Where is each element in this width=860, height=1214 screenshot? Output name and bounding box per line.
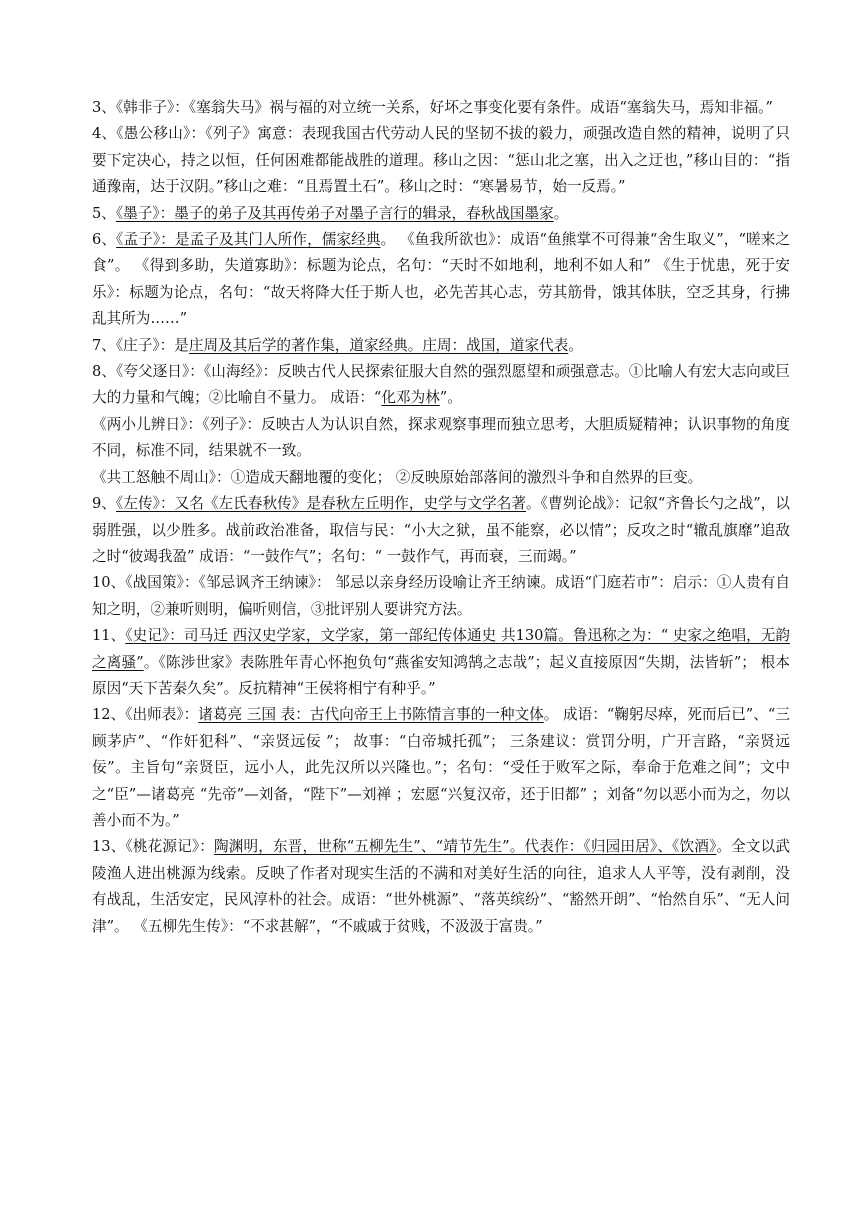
paragraph <box>92 359 790 412</box>
text-run: 。全文以武陵渔人进出桃源为线索。反映了作者对现实生活的不满和对美好生活的向往，追求人人平等，没有剥削，没有战乱，生活安定，民风淳朴的社会。成语：“世外桃源”、“落英缤纷”、“豁然开朗”、“怡然自乐”、“无人问津”。 《五柳先生传》：“不求甚解”，“不戚戚于贫贱，不汲汲于富贵。” <box>92 838 790 935</box>
text-run: 5、 <box>92 204 116 222</box>
text-run: 11、 <box>92 627 126 645</box>
text-run: 3、《韩非子》：《塞翁失马》祸与福的对立统一关系，好坏之事变化要有条件。成语“塞翁失马，焉知非福。” <box>92 99 773 116</box>
text-run: 13、《桃花源记》： <box>92 838 215 856</box>
paragraph <box>92 333 790 359</box>
underlined-text: 陶渊明，东晋，世称“五柳先生”、“靖节先生”。代表作：《归园田居》、《饮酒》 <box>214 838 717 856</box>
text-run: 。 <box>553 204 569 222</box>
text-run: 。《曹刿论战》：记叙“齐鲁长勺之战”，以弱胜强，以少胜多。战前政治准备，取信与民：“小大之狱，虽不能察，必以情”；反攻之时“辙乱旗靡”追敌之时“彼竭我盈” 成语：“一鼓作气”；名句：“ 一鼓作气，再而衰，三而竭。” <box>92 495 790 565</box>
underlined-text: 《墨子》：墨子的弟子及其再传弟子对墨子言行的辑录，春秋战国墨家 <box>115 204 554 222</box>
text-run: 9、 <box>92 495 116 513</box>
text-run: 6、 <box>92 231 117 249</box>
underlined-text: 《孟子》：是孟子及其门人所作，儒家经典 <box>116 231 381 249</box>
paragraph <box>92 570 790 623</box>
underlined-text: 诸葛亮 三国 表：古代向帝王上书陈情言事的一种文体 <box>198 706 544 724</box>
paragraph <box>92 702 790 834</box>
text-run: 8、《夸父逐日》：《山海经》：反映古代人民探索征服大自然的强烈愿望和顽强意志。①比喻人有宏大志向或巨大的力量和气魄；②比喻自不量力。 成语：“ <box>92 363 790 407</box>
paragraph <box>92 412 790 465</box>
paragraph <box>92 623 790 702</box>
text-run: 12、《出师表》： <box>92 706 199 724</box>
paragraph <box>92 95 790 121</box>
text-run: 。 <box>568 336 583 354</box>
paragraph <box>92 201 790 227</box>
text-run: 《两小儿辨日》：《列子》：反映古人为认识自然，探求观察事理而独立思考，大胆质疑精神；认识事物的角度不同，标准不同，结果就不一致。 <box>92 415 790 460</box>
paragraph <box>92 491 790 570</box>
underlined-text: 《史记》：司马迁 西汉史学家，文学家，第一部纪传体通史 共130篇。鲁迅称之为：“ 史家之绝唱，无韵之离骚” <box>92 627 790 671</box>
text-run: 7、《庄子》：是 <box>92 336 189 354</box>
document-body <box>92 95 790 940</box>
text-run: 10、《战国策》：《邹忌讽齐王纳谏》： 邹忌以亲身经历设喻让齐王纳谏。成语“门庭若市”：启示：①人贵有自知之明，②兼听则明，偏听则信，③批评别人要讲究方法。 <box>92 574 790 618</box>
text-run: 。《陈涉世家》表陈胜年青心怀抱负句“燕雀安知鸿鹄之志哉”；起义直接原因“失期，法皆斩”； 根本原因“天下苦秦久矣”。反抗精神“王侯将相宁有种乎。” <box>92 653 790 697</box>
text-run: 4、《愚公移山》：《列子》寓意：表现我国古代劳动人民的坚韧不拔的毅力，顽强改造自然的精神，说明了只要下定决心，持之以恒，任何困难都能战胜的道理。移山之因：“惩山北之塞，出入之迂也，”移山目的：“指通豫南，达于汉阴。”移山之难：“且焉置土石”。移山之时：“寒暑易节，始一反焉。” <box>92 125 790 196</box>
text-run: 。 《鱼我所欲也》：成语“鱼熊掌不可得兼“舍生取义”，“嗟来之食”。 《得到多助，失道寡助》：标题为论点，名句：“天时不如地利，地利不如人和” 《生于忧患，死于安乐》：标题为论点，名句：“故天将降大任于斯人也，必先苦其心志，劳其筋骨，饿其体肤，空乏其身，行拂乱其所为……” <box>92 231 791 328</box>
text-run: 。 成语：“鞠躬尽瘁，死而后已”、“三顾茅庐”、“作奸犯科”、“亲贤远佞 ”； 故事：“白帝城托孤”； 三条建议：赏罚分明，广开言路，“亲贤远佞”。主旨句“亲贤臣，远小人，此先汉所以兴隆也。”；名句：“受任于败军之际，奉命于危难之间”；文中之“臣”—诸葛亮 “先帝”—刘备，“陛下”—刘禅 ；宏愿“兴复汉帝，还于旧都” ；刘备“勿以恶小而为之，勿以善小而不为。” <box>92 706 790 829</box>
text-run: ”。 <box>439 389 462 407</box>
paragraph <box>92 465 790 491</box>
paragraph <box>92 227 790 333</box>
underlined-text: 《左传》：又名《左氏春秋传》是春秋左丘明作，史学与文学名著 <box>115 495 527 513</box>
underlined-text: 化邓为林 <box>381 389 440 407</box>
underlined-text: 庄周及其后学的著作集，道家经典。庄周：战国，道家代表 <box>188 336 569 354</box>
text-run: 《共工怒触不周山》：①造成天翻地覆的变化； ②反映原始部落间的激烈斗争和自然界的巨变。 <box>92 468 703 486</box>
paragraph <box>92 121 790 200</box>
paragraph <box>92 834 790 940</box>
